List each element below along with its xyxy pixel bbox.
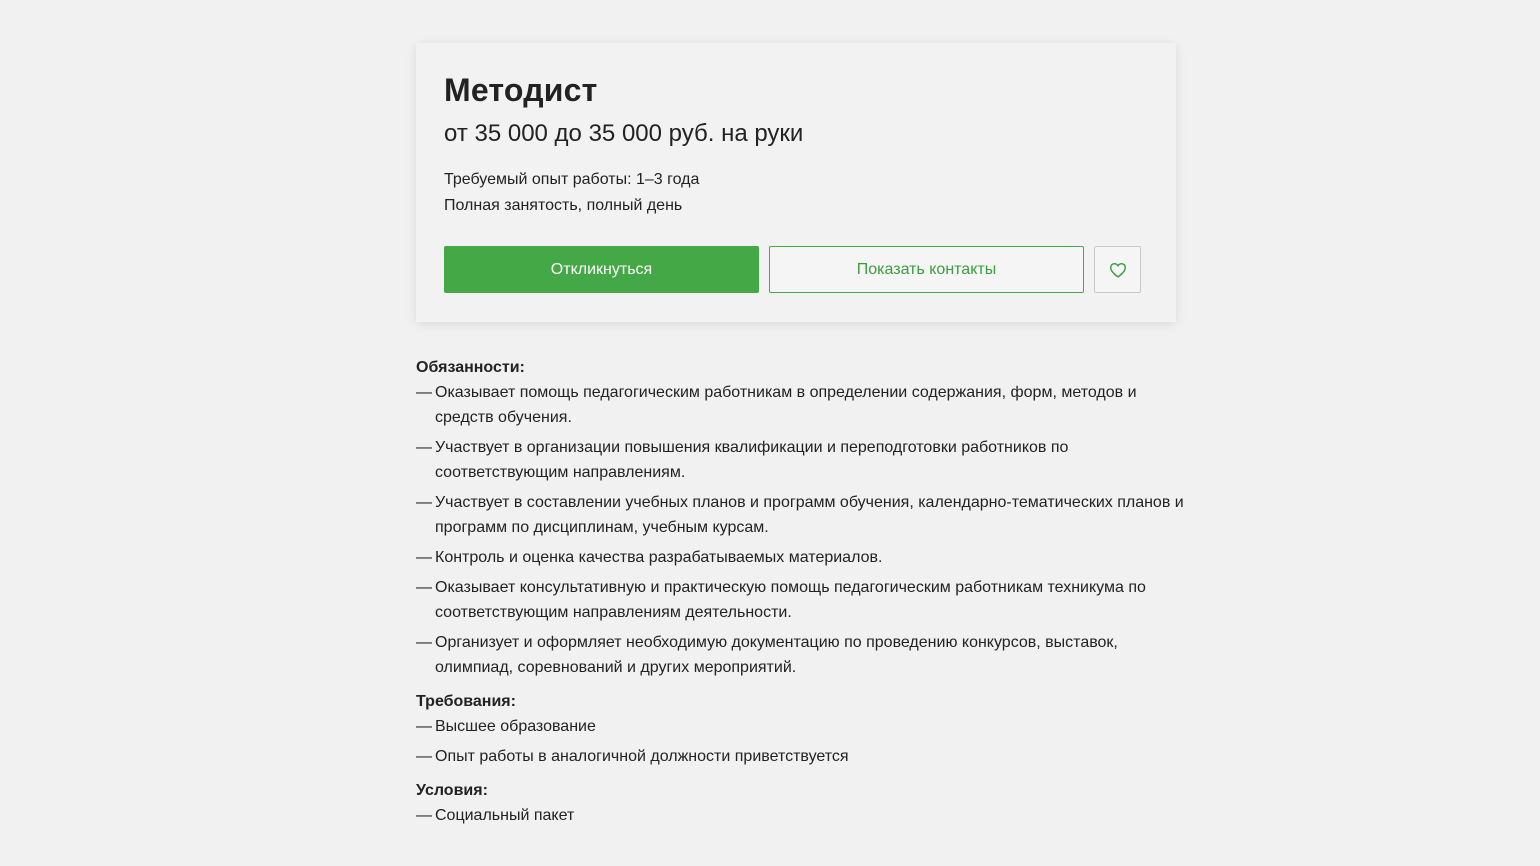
list-item-text: Высшее образование xyxy=(435,718,596,735)
bullet-list xyxy=(416,803,1196,828)
list-item xyxy=(416,435,1196,485)
list-item xyxy=(416,803,1196,828)
bullet-dash: — xyxy=(416,494,432,511)
list-item xyxy=(416,490,1196,540)
favorite-button[interactable] xyxy=(1094,246,1141,293)
description-section xyxy=(416,356,1196,680)
bullet-dash: — xyxy=(416,807,432,824)
bullet-list xyxy=(416,380,1196,680)
bullet-dash: — xyxy=(416,439,432,456)
list-item-text: Оказывает консультативную и практическую помощь педагогическим работникам техникума по соответствующим направлениям деятельности. xyxy=(435,579,1146,621)
bullet-dash: — xyxy=(416,718,432,735)
list-item-text: Организует и оформляет необходимую документацию по проведению конкурсов, выставок, олимпиад, соревнований и других мероприятий. xyxy=(435,634,1118,676)
vacancy-header-card xyxy=(416,43,1176,322)
employment-text: Полная занятость, полный день xyxy=(444,197,683,214)
list-item-text: Опыт работы в аналогичной должности приветствуется xyxy=(435,748,849,765)
section-title: Условия: xyxy=(416,782,488,799)
heart-icon xyxy=(1109,262,1127,278)
list-item xyxy=(416,575,1196,625)
bullet-dash: — xyxy=(416,748,432,765)
bullet-dash: — xyxy=(416,634,432,651)
action-buttons xyxy=(444,246,1141,293)
list-item-text: Участвует в составлении учебных планов и программ обучения, календарно-тематических планов и программ по дисциплинам, учебным курсам. xyxy=(435,494,1184,536)
list-item xyxy=(416,630,1196,680)
bullet-dash: — xyxy=(416,549,432,566)
list-item xyxy=(416,714,1196,739)
vacancy-salary: от 35 000 до 35 000 руб. на руки xyxy=(444,120,804,147)
description-section xyxy=(416,690,1196,769)
section-title: Требования: xyxy=(416,693,516,710)
list-item xyxy=(416,380,1196,430)
experience-text: Требуемый опыт работы: 1–3 года xyxy=(444,171,700,188)
apply-button[interactable]: Откликнуться xyxy=(444,246,759,293)
description-section xyxy=(416,779,1196,828)
vacancy-description xyxy=(416,356,1196,833)
section-title: Обязанности: xyxy=(416,359,525,376)
list-item-text: Контроль и оценка качества разрабатываемых материалов. xyxy=(435,549,883,566)
list-item xyxy=(416,744,1196,769)
show-contacts-button[interactable]: Показать контакты xyxy=(769,246,1084,293)
bullet-dash: — xyxy=(416,384,432,401)
list-item-text: Участвует в организации повышения квалификации и переподготовки работников по соответствующим направлениям. xyxy=(435,439,1069,481)
vacancy-meta xyxy=(444,167,1148,219)
list-item-text: Социальный пакет xyxy=(435,807,575,824)
list-item xyxy=(416,545,1196,570)
list-item-text: Оказывает помощь педагогическим работникам в определении содержания, форм, методов и средств обучения. xyxy=(435,384,1137,426)
bullet-list xyxy=(416,714,1196,769)
bullet-dash: — xyxy=(416,579,432,596)
vacancy-title: Методист xyxy=(444,72,598,108)
